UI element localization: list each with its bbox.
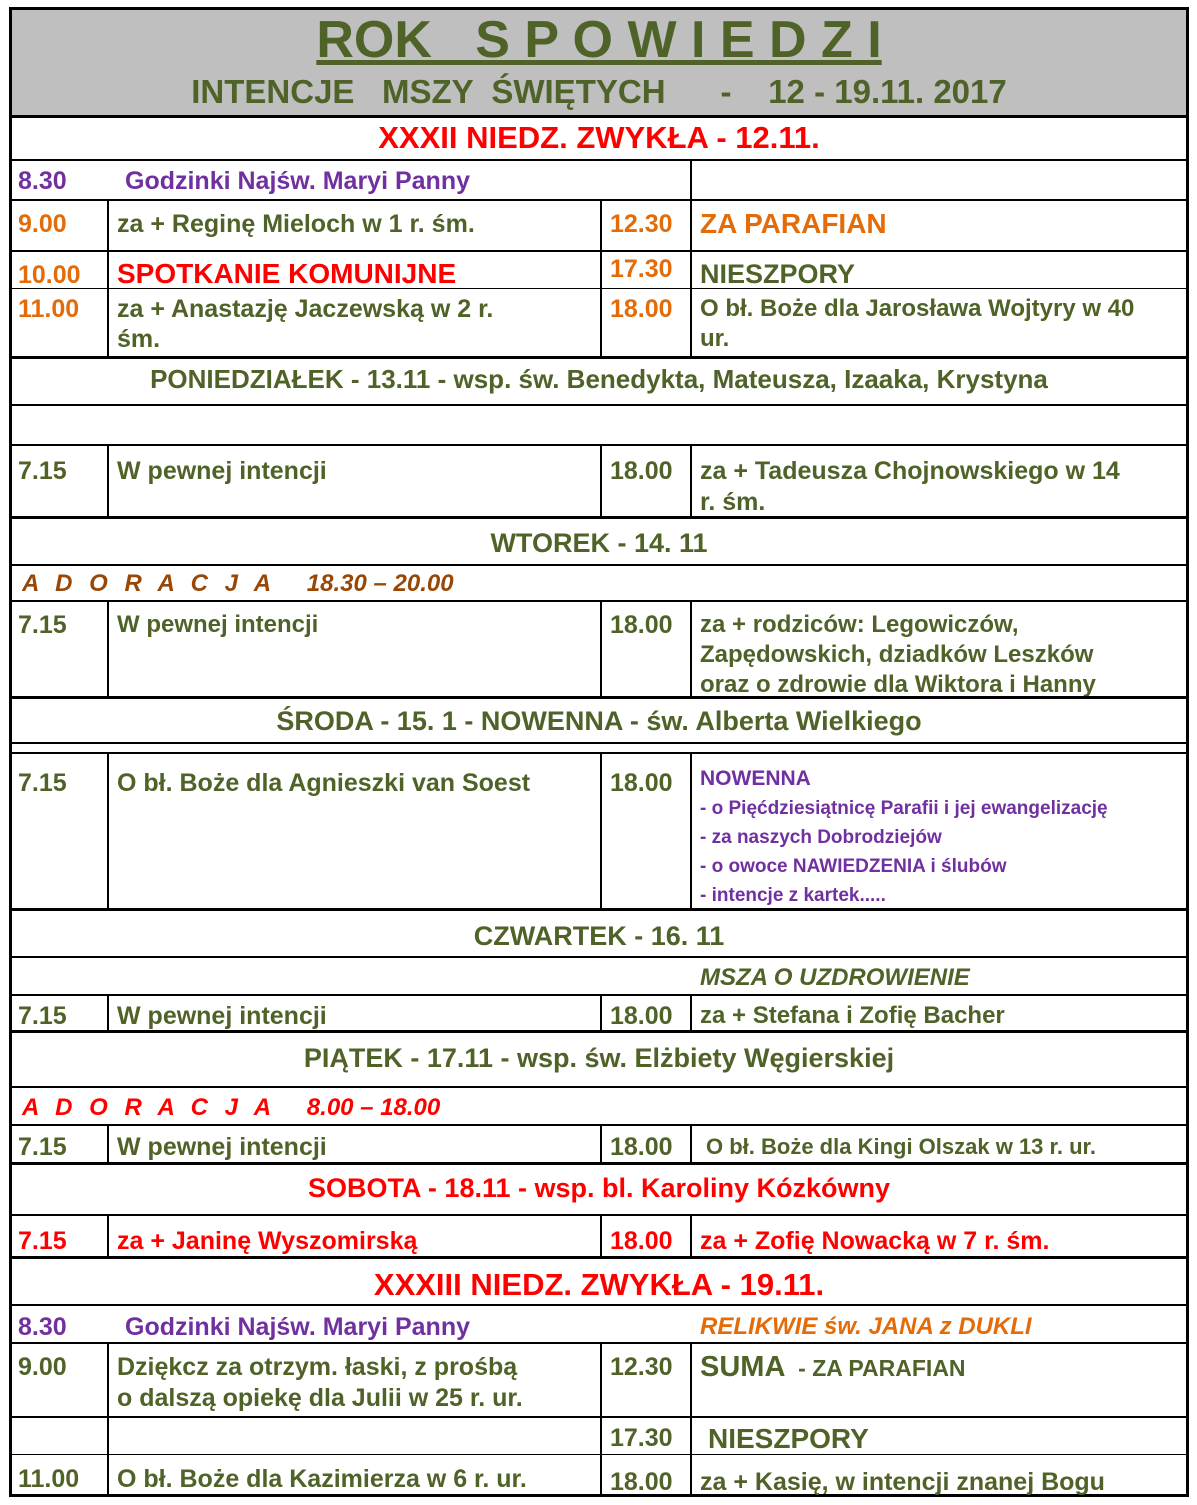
- adoracja-time: 18.30 – 20.00: [306, 570, 454, 597]
- mass-time: 7.15: [18, 1133, 67, 1161]
- intention-text: O bł. Boże dla Kingi Olszak w 13 r. ur.: [690, 1126, 1186, 1162]
- intention-text: W pewnej intencji: [107, 602, 600, 696]
- mass-row: [12, 288, 1186, 356]
- day-heading-text: ŚRODA - 15. 1 - NOWENNA - św. Alberta Wielkiego: [276, 706, 922, 736]
- mass-time: 7.15: [18, 1227, 67, 1255]
- day-heading-text: SOBOTA - 18.11 - wsp. bl. Karoliny Kózkówny: [307, 1173, 891, 1203]
- adoracja-row: [12, 1086, 1186, 1124]
- intention-line: r. śm.: [700, 488, 766, 516]
- mass-time: 18.00: [600, 1216, 690, 1256]
- mass-time: 18.00: [600, 1455, 690, 1497]
- intention-text: za + Stefana i Zofię Bacher: [690, 996, 1186, 1030]
- spacer-row: [12, 404, 1186, 444]
- intention-line: Zapędowskich, dziadków Leszków: [700, 641, 1094, 668]
- day-heading-sunday-2: [12, 1256, 1186, 1304]
- mass-time: 18.00: [600, 1126, 690, 1162]
- adoracja-label: A D O R A C J A: [22, 570, 277, 597]
- intention-sub: - ZA PARAFIAN: [785, 1355, 966, 1381]
- intention-text: [690, 1344, 1186, 1416]
- mass-time: 7.15: [18, 457, 67, 485]
- nowenna-item: - o owoce NAWIEDZENIA i ślubów: [700, 856, 1007, 877]
- day-heading-monday: [12, 356, 1186, 404]
- intention-text: O bł. Boże dla Agnieszki van Soest: [107, 754, 600, 908]
- adoracja-note: [22, 566, 1186, 600]
- day-heading-text: PIĄTEK - 17.11 - wsp. św. Elżbiety Węgierskiej: [303, 1043, 895, 1073]
- day-heading-saturday: [12, 1162, 1186, 1214]
- intention-line: Dziękcz za otrzym. łaski, z prośbą: [117, 1353, 518, 1381]
- godzinki-row: [12, 159, 1186, 199]
- day-heading-sunday-1: [12, 115, 1186, 159]
- mass-time: 8.30: [18, 167, 67, 195]
- day-heading-text: CZWARTEK - 16. 11: [473, 921, 725, 951]
- intention-text: [690, 602, 1186, 696]
- spacer-row: [12, 742, 1186, 752]
- mass-row: [12, 600, 1186, 696]
- intention-text: NIESZPORY: [690, 1418, 1186, 1454]
- intention-text: O bł. Boże dla Kazimierza w 6 r. ur.: [107, 1455, 600, 1497]
- mass-time: 18.00: [600, 446, 690, 516]
- mass-time: 7.15: [18, 769, 67, 797]
- intention-text: za + Zofię Nowacką w 7 r. śm.: [690, 1216, 1186, 1256]
- mass-time: 17.30: [600, 1418, 690, 1454]
- mass-row: [12, 1124, 1186, 1162]
- intention-line: O bł. Boże dla Jarosława Wojtyry w 40: [700, 295, 1135, 322]
- page-subtitle: INTENCJE MSZY ŚWIĘTYCH - 12 - 19.11. 2017: [191, 73, 1007, 110]
- mass-time: 9.00: [18, 210, 67, 238]
- mass-row: [12, 250, 1186, 288]
- intention-line: oraz o zdrowie dla Wiktora i Hanny: [700, 671, 1096, 696]
- intention-text: SPOTKANIE KOMUNIJNE: [107, 252, 600, 288]
- mass-time: 8.30: [18, 1313, 67, 1341]
- day-heading-friday: [12, 1030, 1186, 1086]
- intention-text: NIESZPORY: [690, 252, 1186, 288]
- day-heading-text: XXXII NIEDZ. ZWYKŁA - 12.11.: [378, 120, 820, 155]
- day-heading-thursday: [12, 908, 1186, 956]
- header: [12, 10, 1186, 115]
- intention-text: W pewnej intencji: [107, 996, 600, 1030]
- mass-row: [12, 1214, 1186, 1256]
- intention-line: za + Tadeusza Chojnowskiego w 14: [700, 457, 1120, 485]
- intention-line: za + Anastazję Jaczewską w 2 r.: [117, 295, 494, 323]
- godzinki-row: [12, 1304, 1186, 1342]
- day-heading-text: WTOREK - 14. 11: [490, 528, 708, 558]
- mass-row: [12, 752, 1186, 908]
- mass-time: 7.15: [18, 1002, 67, 1030]
- intention-text: [690, 289, 1186, 356]
- day-heading-tuesday: [12, 516, 1186, 564]
- intention-line: za + rodziców: Legowiczów,: [700, 611, 1019, 638]
- mass-time: 12.30: [600, 201, 690, 250]
- adoracja-note: [22, 1088, 1186, 1124]
- intention-line: śm.: [117, 325, 161, 353]
- special-mass-note: MSZA O UZDROWIENIE: [700, 964, 970, 991]
- nowenna-item: - intencje z kartek.....: [700, 885, 886, 906]
- mass-time: 18.00: [600, 996, 690, 1030]
- adoracja-time: 8.00 – 18.00: [306, 1094, 441, 1121]
- intention-line: o dalszą opiekę dla Julii w 25 r. ur.: [117, 1384, 523, 1412]
- intention-line: ur.: [700, 325, 730, 352]
- adoracja-row: [12, 564, 1186, 600]
- intention-main: SUMA: [700, 1351, 786, 1383]
- mass-time: 18.00: [600, 754, 690, 908]
- intention-text: W pewnej intencji: [107, 446, 600, 516]
- mass-time: 9.00: [18, 1353, 67, 1381]
- mass-time: 17.30: [600, 252, 690, 288]
- mass-time: 10.00: [18, 261, 81, 288]
- nowenna-item: - o Pięćdziesiątnicę Parafii i jej ewangelizację: [700, 798, 1108, 819]
- mass-time: 18.00: [600, 289, 690, 356]
- intention-text: W pewnej intencji: [107, 1126, 600, 1162]
- day-heading-text: XXXIII NIEDZ. ZWYKŁA - 19.11.: [373, 1267, 825, 1302]
- note-row: [12, 956, 1186, 994]
- intention-text: za + Janinę Wyszomirską: [107, 1216, 600, 1256]
- mass-row: [12, 444, 1186, 516]
- intention-text: za + Kasię, w intencji znanej Bogu: [690, 1455, 1186, 1497]
- nowenna-block: [690, 754, 1186, 908]
- mass-time: 12.30: [600, 1344, 690, 1416]
- adoracja-label: A D O R A C J A: [22, 1094, 277, 1121]
- mass-time: 11.00: [18, 295, 80, 323]
- mass-row: [12, 1416, 1186, 1454]
- mass-time: 18.00: [600, 602, 690, 696]
- intention-text: Godzinki Najśw. Maryi Panny: [125, 1313, 470, 1341]
- mass-row: [12, 1342, 1186, 1416]
- mass-row: [12, 994, 1186, 1030]
- nowenna-title: NOWENNA: [700, 767, 811, 790]
- mass-row: [12, 199, 1186, 250]
- relikwie-note: RELIKWIE św. JANA z DUKLI: [700, 1313, 1032, 1340]
- intention-text: za + Reginę Mieloch w 1 r. śm.: [107, 201, 600, 250]
- intention-text: [690, 446, 1186, 516]
- mass-row: [12, 1454, 1186, 1497]
- day-heading-wednesday: [12, 696, 1186, 742]
- intention-text: ZA PARAFIAN: [690, 201, 1186, 250]
- intention-text: [107, 1344, 600, 1416]
- day-heading-text: PONIEDZIAŁEK - 13.11 - wsp. św. Benedykta, Mateusza, Izaaka, Krystyna: [150, 364, 1048, 394]
- mass-time: 11.00: [18, 1465, 80, 1493]
- schedule-document: [9, 7, 1189, 1497]
- intention-text: [107, 289, 600, 356]
- mass-time: 7.15: [18, 611, 67, 639]
- intention-text: Godzinki Najśw. Maryi Panny: [125, 167, 470, 195]
- page-title: ROK S P O W I E D Z I: [316, 11, 882, 69]
- nowenna-item: - za naszych Dobrodziejów: [700, 827, 942, 848]
